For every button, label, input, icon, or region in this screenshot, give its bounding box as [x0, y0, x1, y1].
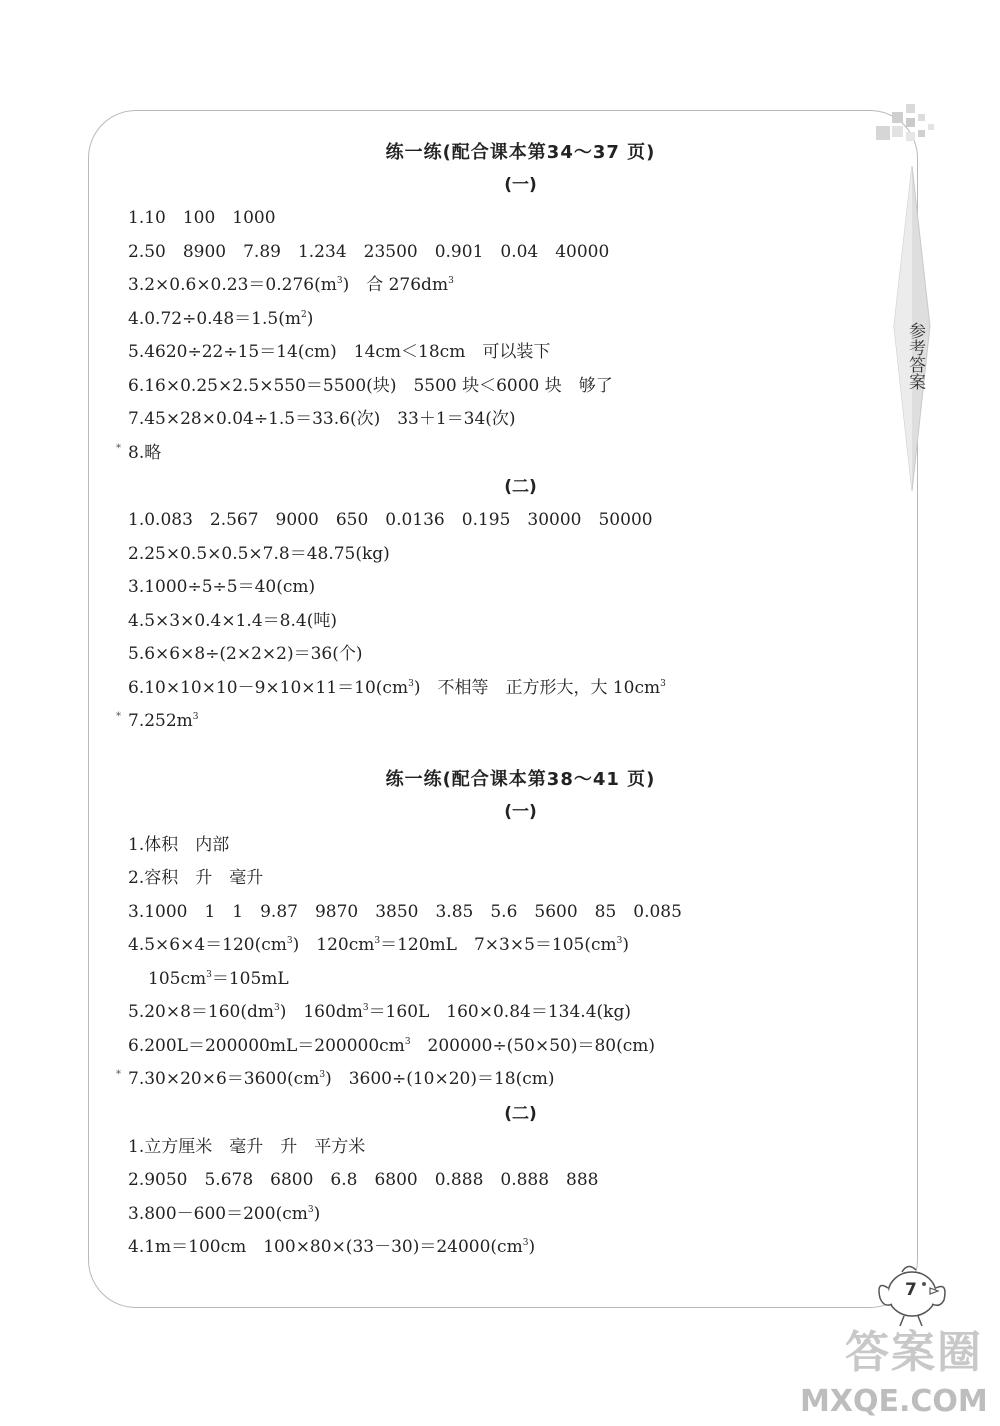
answer-line: $3.2\times 0.6\times 0.23=0.276(m^3)$ 合 $276dm^3$	[128, 275, 454, 295]
optional-mark: *	[116, 711, 121, 722]
answer-line: 5.6×6×8÷(2×2×2)＝36(个)	[128, 644, 363, 664]
part-heading: (一)	[504, 801, 537, 822]
answer-line: 5.4620÷22÷15＝14(cm) 14cm＜18cm 可以装下	[128, 342, 551, 362]
answer-line: 1.立方厘米 毫升 升 平方米	[128, 1136, 366, 1157]
answer-list	[116, 504, 888, 739]
watermark-logo: 答案圈	[845, 1327, 983, 1378]
answer-line: $4.5\times 6\times 4=120(cm^3)$ $120cm^3=120mL$ $7\times 3\times 5=105(cm^3)$	[128, 935, 629, 955]
answer-line: 1.10 100 1000	[128, 208, 276, 228]
answer-line: 2.9050 5.678 6800 6.8 6800 0.888 0.888 888	[128, 1170, 599, 1190]
answer-line: $5.20\times 8=160(dm^3)$ $160dm^3=160L$ 160×0.84＝134.4(kg)	[128, 1002, 631, 1022]
answer-line: $6.200L=200000mL=200000cm^3$ 200000÷(50×50)＝80(cm)	[128, 1035, 655, 1056]
answer-line: $6.10\times 10\times 10-9\times 10\times 11=10(cm^3)$ 不相等 正方形大，大 $10cm^3$	[128, 677, 666, 698]
answer-list	[116, 202, 888, 470]
answer-line: $105cm^3=105mL$	[148, 968, 289, 989]
answer-line: 2.容积 升 毫升	[128, 868, 264, 888]
answer-line: 1.0.083 2.567 9000 650 0.0136 0.195 30000 50000	[128, 510, 653, 530]
answer-line: $3.800-600=200(cm^3)$	[128, 1203, 321, 1224]
part-heading: (一)	[504, 175, 537, 195]
part-heading: (二)	[504, 1103, 537, 1124]
answer-list	[128, 1131, 888, 1265]
answer-line: 6.16×0.25×2.5×550＝5500(块) 5500 块＜6000 块 够了	[128, 375, 613, 396]
answer-line: 4.5×3×0.4×1.4＝8.4(吨)	[128, 610, 337, 631]
answer-line: 3.1000 1 1 9.87 9870 3850 3.85 5.6 5600 85 0.085	[128, 901, 682, 922]
answer-line: 4.1m＝100cm $100\times 80\times(33-30)=24000(cm^3)$	[128, 1237, 536, 1257]
answer-line: * $7.252m^3$	[128, 705, 888, 739]
section-title: 练一练(配合课本第34～37 页)	[385, 142, 656, 163]
answer-content	[116, 138, 888, 1265]
answer-line: 3.1000÷5÷5＝40(cm)	[128, 577, 316, 597]
part-heading: (二)	[504, 477, 537, 497]
optional-mark: *	[116, 1069, 121, 1080]
watermark-url: MXQE.COM	[800, 1384, 988, 1419]
answer-line: 2.25×0.5×0.5×7.8＝48.75(kg)	[128, 543, 390, 564]
page-number: 7	[905, 1280, 917, 1300]
section-title: 练一练(配合课本第38～41 页)	[385, 768, 656, 790]
answer-list	[116, 829, 888, 1097]
answer-line: $4.0.72\div 0.48=1.5(m^2)$	[128, 308, 314, 329]
answer-line: 2.50 8900 7.89 1.234 23500 0.901 0.04 40000	[128, 241, 610, 262]
side-tab-label: 参考答案	[905, 322, 925, 390]
answer-line: 1.体积 内部	[128, 834, 230, 855]
optional-mark: *	[116, 442, 121, 454]
answer-line: * $7.30\times 20\times 6=3600(cm^3)$ 3600÷(10×20)＝18(cm)	[128, 1063, 888, 1097]
answer-line: * 8.略	[128, 437, 888, 471]
answer-line: 7.45×28×0.04÷1.5＝33.6(次) 33＋1＝34(次)	[128, 409, 516, 429]
